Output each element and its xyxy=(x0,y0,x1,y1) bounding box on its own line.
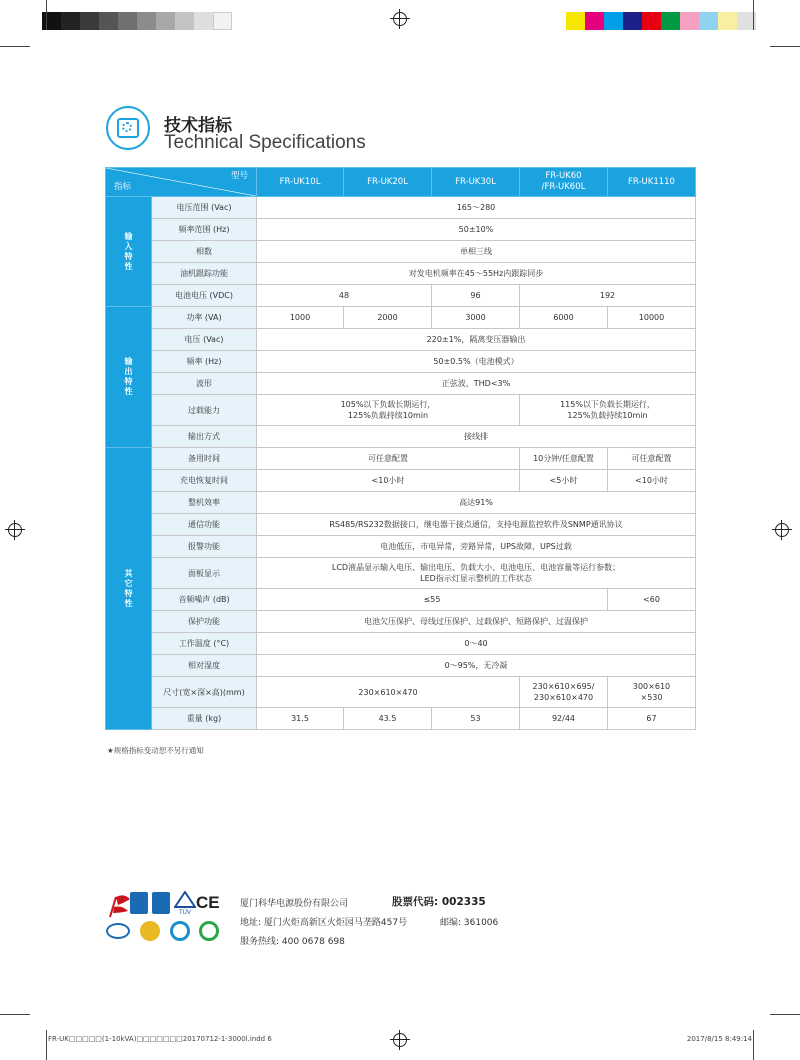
section-title-en: Technical Specifications xyxy=(164,132,366,153)
registration-mark-right xyxy=(775,523,789,537)
table-row xyxy=(106,611,696,633)
model-header: FR-UK60 /FR-UK60L xyxy=(520,168,608,197)
table-row xyxy=(106,219,696,241)
table-row xyxy=(106,285,696,307)
table-row xyxy=(106,633,696,655)
cell-value: 67 xyxy=(608,708,696,730)
row-label: 重量 (kg) xyxy=(152,708,257,730)
dnv-cert-icon xyxy=(130,892,148,914)
category-input: 输入特性 xyxy=(106,197,152,307)
registration-mark-left xyxy=(8,523,22,537)
row-label: 输出方式 xyxy=(152,426,257,448)
section-title-cn: 技术指标 xyxy=(164,116,232,136)
cell-value: 可任意配置 xyxy=(257,448,520,470)
table-row xyxy=(106,197,696,219)
model-header: FR-UK30L xyxy=(432,168,520,197)
row-label: 电池电压 (VDC) xyxy=(152,285,257,307)
row-label: 通信功能 xyxy=(152,514,257,536)
cell-value: 6000 xyxy=(520,307,608,329)
row-label: 充电恢复时间 xyxy=(152,470,257,492)
row-label: 相对湿度 xyxy=(152,655,257,677)
row-label: 频率范围 (Hz) xyxy=(152,219,257,241)
cell-value: 对发电机频率在45～55Hz内跟踪同步 xyxy=(257,263,696,285)
cell-value: 10分钟/任意配置 xyxy=(520,448,608,470)
cell-value: 0～95%，无冷凝 xyxy=(257,655,696,677)
cell-value: 92/44 xyxy=(520,708,608,730)
tuv-cert-icon xyxy=(174,891,196,915)
row-label: 过载能力 xyxy=(152,395,257,426)
cell-value: 43.5 xyxy=(344,708,432,730)
tlc-cert-icon xyxy=(106,923,130,939)
table-row xyxy=(106,514,696,536)
cell-value: 165～280 xyxy=(257,197,696,219)
table-row xyxy=(106,426,696,448)
cell-value: 230×610×470 xyxy=(257,677,520,708)
cell-value: ≤55 xyxy=(257,589,608,611)
cell-value: RS485/RS232数据接口，继电器干接点通信，支持电源监控软件及SNMP通讯协议 xyxy=(257,514,696,536)
spec-table xyxy=(105,167,696,730)
model-header: FR-UK1110 xyxy=(608,168,696,197)
cell-value: 50±0.5%（电池模式） xyxy=(257,351,696,373)
model-header: FR-UK20L xyxy=(344,168,432,197)
cell-value: 50±10% xyxy=(257,219,696,241)
row-label: 油机跟踪功能 xyxy=(152,263,257,285)
table-row xyxy=(106,708,696,730)
stock-code: 股票代码: 002335 xyxy=(392,896,486,908)
row-label: 电压 (Vac) xyxy=(152,329,257,351)
company-name: 厦门科华电源股份有限公司 xyxy=(240,899,349,909)
table-row xyxy=(106,395,696,426)
table-row xyxy=(106,307,696,329)
table-row xyxy=(106,373,696,395)
table-row xyxy=(106,470,696,492)
cell-value: 高达91% xyxy=(257,492,696,514)
row-label: 频率 (Hz) xyxy=(152,351,257,373)
cell-value: <10小时 xyxy=(608,470,696,492)
table-row xyxy=(106,492,696,514)
row-label: 音频噪声 (dB) xyxy=(152,589,257,611)
svg-text:TÜV: TÜV xyxy=(179,910,191,915)
cell-value: 115%以下负载长期运行， 125%负载持续10min xyxy=(520,395,696,426)
cell-value: 0～40 xyxy=(257,633,696,655)
table-row xyxy=(106,329,696,351)
cell-value: 53 xyxy=(432,708,520,730)
settings-screen-icon xyxy=(106,106,150,150)
cell-value: LCD液晶显示输入电压、输出电压、负载大小、电池电压、电池容量等运行参数； LED指示灯显示整机的工作状态 xyxy=(257,558,696,589)
cell-value: 单相三线 xyxy=(257,241,696,263)
cell-value: 2000 xyxy=(344,307,432,329)
energy-cert-icon xyxy=(170,921,190,941)
row-label: 波形 xyxy=(152,373,257,395)
ce-mark-icon: CE xyxy=(196,893,220,912)
table-row xyxy=(106,589,696,611)
hotline: 服务热线: 400 0678 698 xyxy=(240,937,345,947)
address: 地址: 厦门火炬高新区火炬园马垄路457号 xyxy=(240,918,408,928)
star-badge-icon xyxy=(140,921,160,941)
cell-value: 192 xyxy=(520,285,696,307)
row-label: 功率 (VA) xyxy=(152,307,257,329)
category-output: 输出特性 xyxy=(106,307,152,448)
cell-value: 48 xyxy=(257,285,432,307)
registration-mark-top xyxy=(393,12,407,26)
table-row xyxy=(106,351,696,373)
model-header: FR-UK10L xyxy=(257,168,344,197)
row-label: 整机效率 xyxy=(152,492,257,514)
cell-value: 1000 xyxy=(257,307,344,329)
corner-model-label: 型号 xyxy=(230,171,248,181)
table-header-row xyxy=(106,168,696,197)
corner-index-label: 指标 xyxy=(114,182,132,192)
cell-value: 230×610×695/ 230×610×470 xyxy=(520,677,608,708)
cell-value: <10小时 xyxy=(257,470,520,492)
table-row xyxy=(106,448,696,470)
postcode: 邮编: 361006 xyxy=(440,918,499,928)
table-row xyxy=(106,536,696,558)
row-label: 电压范围 (Vac) xyxy=(152,197,257,219)
cell-value: 3000 xyxy=(432,307,520,329)
row-label: 相数 xyxy=(152,241,257,263)
cell-value: <5小时 xyxy=(520,470,608,492)
table-row xyxy=(106,241,696,263)
row-label: 尺寸(宽×深×高)(mm) xyxy=(152,677,257,708)
cell-value: 接线排 xyxy=(257,426,696,448)
cell-value: 电池低压，市电异常，旁路异常，UPS故障，UPS过载 xyxy=(257,536,696,558)
cell-value: 10000 xyxy=(608,307,696,329)
file-slug: FR-UK□□□□□(1-10kVA)□□□□□□□20170712-1-3000l.indd 6 xyxy=(48,1035,272,1043)
category-other: 其它特性 xyxy=(106,448,152,730)
row-label: 报警功能 xyxy=(152,536,257,558)
dnv-cert-icon xyxy=(152,892,170,914)
corner-cell xyxy=(106,168,257,197)
table-row xyxy=(106,558,696,589)
row-label: 工作温度 (°C) xyxy=(152,633,257,655)
spec-note: ★规格指标变动恕不另行通知 xyxy=(107,746,204,755)
cell-value: 105%以下负载长期运行， 125%负载持续10min xyxy=(257,395,520,426)
row-label: 保护功能 xyxy=(152,611,257,633)
table-row xyxy=(106,263,696,285)
registration-mark-bottom xyxy=(393,1033,407,1047)
table-row xyxy=(106,677,696,708)
cell-value: 正弦波，THD<3% xyxy=(257,373,696,395)
print-date: 2017/8/15 8:49:14 xyxy=(686,1035,752,1043)
cell-value: 可任意配置 xyxy=(608,448,696,470)
cell-value: 31.5 xyxy=(257,708,344,730)
row-label: 备用时间 xyxy=(152,448,257,470)
cell-value: 300×610 ×530 xyxy=(608,677,696,708)
cell-value: <60 xyxy=(608,589,696,611)
table-row xyxy=(106,655,696,677)
cell-value: 220±1%，隔离变压器输出 xyxy=(257,329,696,351)
row-label: 面板显示 xyxy=(152,558,257,589)
green-cert-icon xyxy=(199,921,219,941)
cell-value: 电池欠压保护、母线过压保护、过载保护、短路保护、过温保护 xyxy=(257,611,696,633)
cell-value: 96 xyxy=(432,285,520,307)
